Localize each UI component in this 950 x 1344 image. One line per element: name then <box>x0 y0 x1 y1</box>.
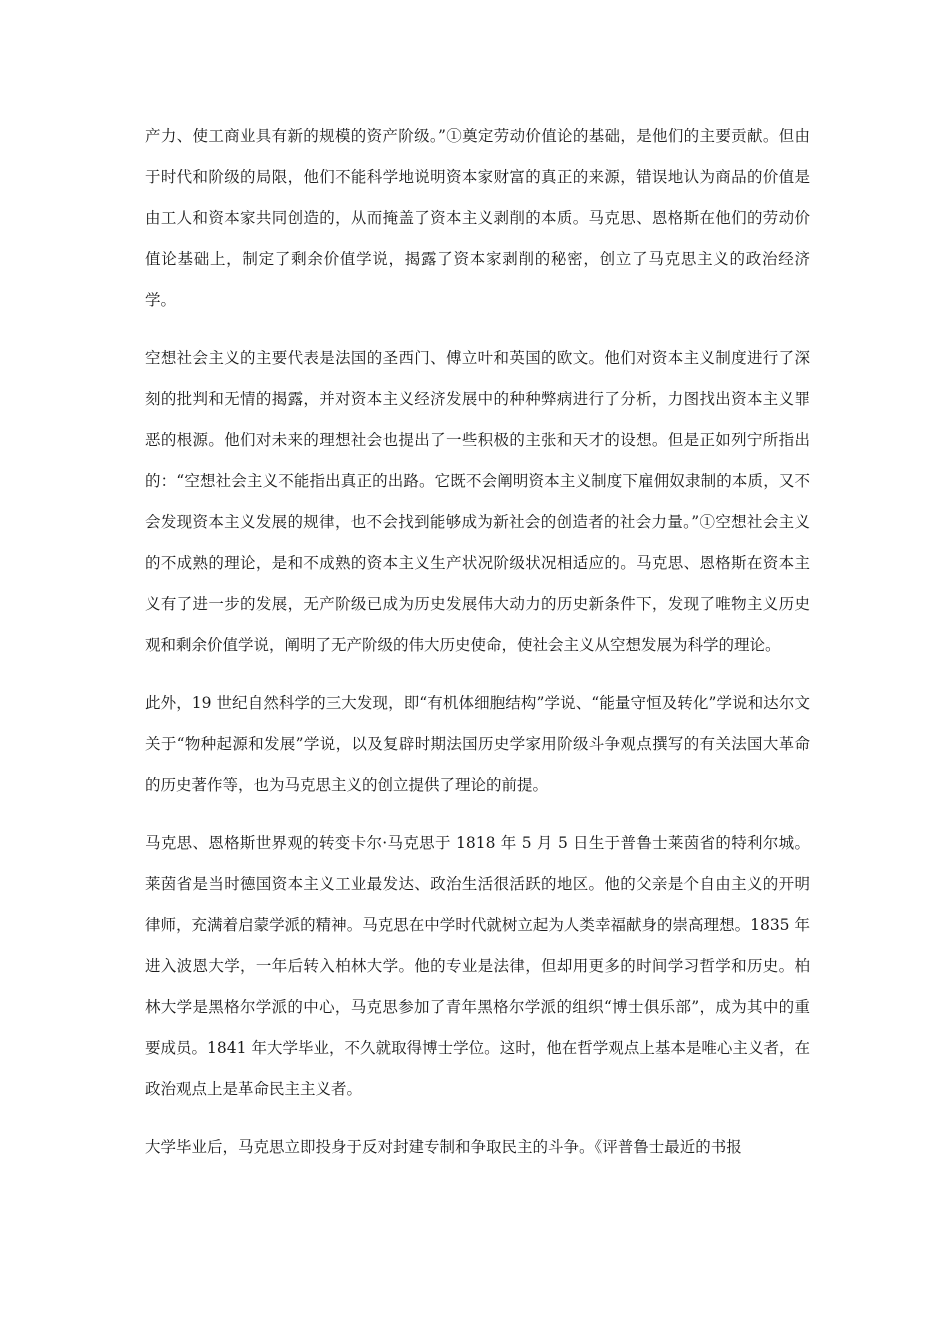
document-body <box>145 116 810 1185</box>
paragraph-1: 产力、使工商业具有新的规模的资产阶级。”①奠定劳动价值论的基础，是他们的主要贡献。但由于时代和阶级的局限，他们不能科学地说明资本家财富的真正的来源，错误地认为商品的价值是由工人和资本家共同创造的，从而掩盖了资本主义剥削的本质。马克思、恩格斯在他们的劳动价值论基础上，制定了剩余价值学说，揭露了资本家剥削的秘密，创立了马克思主义的政治经济学。 <box>145 127 810 309</box>
paragraph-4: 马克思、恩格斯世界观的转变卡尔·马克思于 1818 年 5 月 5 日生于普鲁士莱茵省的特利尔城。莱茵省是当时德国资本主义工业最发达、政治生活很活跃的地区。他的父亲是个自由主义的开明律师，充满着启蒙学派的精神。马克思在中学时代就树立起为人类幸福献身的崇高理想。1835 年进入波恩大学，一年后转入柏林大学。他的专业是法律，但却用更多的时间学习哲学和历史。柏林大学是黑格尔学派的中心，马克思参加了青年黑格尔学派的组织“博士俱乐部”，成为其中的重要成员。1841 年大学毕业，不久就取得博士学位。这时，他在哲学观点上基本是唯心主义者，在政治观点上是革命民主主义者。 <box>145 834 810 1098</box>
paragraph-5: 大学毕业后，马克思立即投身于反对封建专制和争取民主的斗争。《评普鲁士最近的书报 <box>145 1138 742 1156</box>
paragraph-3: 此外，19 世纪自然科学的三大发现，即“有机体细胞结构”学说、“能量守恒及转化”学说和达尔文关于“物种起源和发展”学说，以及复辟时期法国历史学家用阶级斗争观点撰写的有关法国大革命的历史著作等，也为马克思主义的创立提供了理论的前提。 <box>145 694 810 794</box>
paragraph-2: 空想社会主义的主要代表是法国的圣西门、傅立叶和英国的欧文。他们对资本主义制度进行了深刻的批判和无情的揭露，并对资本主义经济发展中的种种弊病进行了分析，力图找出资本主义罪恶的根源。他们对未来的理想社会也提出了一些积极的主张和天才的设想。但是正如列宁所指出的：“空想社会主义不能指出真正的出路。它既不会阐明资本主义制度下雇佣奴隶制的本质，又不会发现资本主义发展的规律，也不会找到能够成为新社会的创造者的社会力量。”①空想社会主义的不成熟的理论，是和不成熟的资本主义生产状况阶级状况相适应的。马克思、恩格斯在资本主义有了进一步的发展，无产阶级已成为历史发展伟大动力的历史新条件下，发现了唯物主义历史观和剩余价值学说，阐明了无产阶级的伟大历史使命，使社会主义从空想发展为科学的理论。 <box>145 349 810 654</box>
